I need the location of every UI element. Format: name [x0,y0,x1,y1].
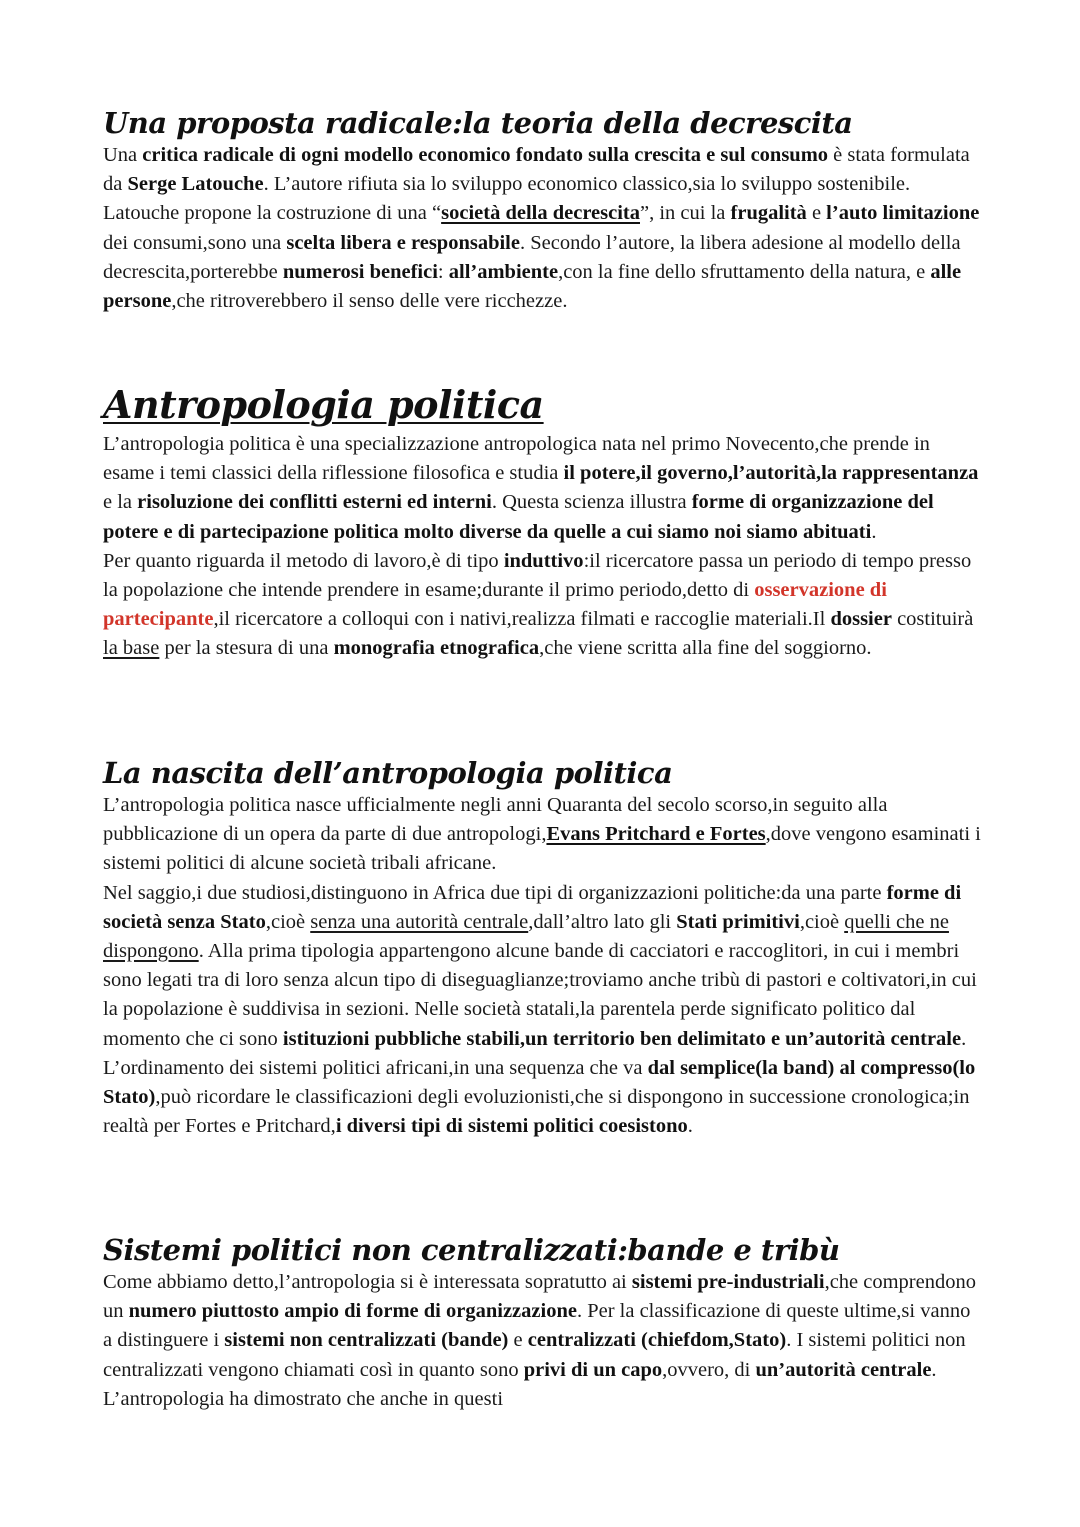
bold-term: sistemi non centralizzati (bande) [224,1329,509,1352]
bold-term: numerosi benefici [282,260,438,283]
text-run: ,ovvero, di [662,1358,756,1381]
heading-sistemi-non-centralizzati: Sistemi politici non centralizzati:bande e tribù [103,1233,840,1267]
text-run: Come abbiamo detto,l’antropologia si è interessata sopratutto ai [103,1271,632,1293]
text-run: dei consumi,sono una [103,231,287,254]
text-run: L’antropologia politica nasce ufficialmente negli anni Quaranta del secolo scorso,in seguito alla pubblicazione di un opera da parte di due antropologi, [103,794,888,846]
text-run: . Per la classificazione di queste ultime,si vanno a distinguere i [103,1300,971,1352]
bold-term: dal semplice(la band) al compresso(lo Stato) [103,1056,976,1109]
text-run: ,dove vengono esaminati i sistemi politici di alcune società tribali africane. [103,823,981,875]
bold-term: forme di organizzazione del potere e di partecipazione politica molto diverse da quelle a cui siamo noi siamo abituati [103,491,934,543]
paragraph [103,879,983,1054]
bold-term: frugalità [730,202,807,225]
text-run: senza una autorità centrale [310,910,529,933]
text-run: la base [103,637,160,660]
bold-term: società della decrescita [441,202,640,225]
text-run: ,cioè [265,910,311,933]
bold-term: privi di un capo [523,1358,663,1381]
text-run: L’antropologia politica è una specializzazione antropologica nata nel primo Novecento,che prende in esame i temi classici della riflessione filosofica e studia [103,433,930,485]
heading-nascita: La nascita dell’antropologia politica [103,756,673,790]
text-run: e [806,202,827,225]
text-run: L’ordinamento dei sistemi politici africani,in una sequenza che va [103,1056,648,1079]
text-run: . Alla prima tipologia appartengono alcune bande di cacciatori e raccoglitori, in cui i membri sono legati tra di loro senza alcun tipo di diseguaglianze;troviamo anche tribù di pastori e coltivatori,in cui la popolazione è suddivisa in sezioni. Nelle società statali,la parentela perde significato politico dal momento che ci sono [103,940,977,1050]
text-run: ”, in cui la [640,202,731,225]
highlighted-term: osservazione di partecipante [103,579,887,631]
text-run: : [437,260,449,283]
bold-term: induttivo [503,549,584,572]
paragraph [103,430,983,547]
text-run: Nel saggio,i due studiosi,distinguono in Africa due tipi di organizzazioni politiche:da una parte [103,881,887,904]
paragraph [103,1054,983,1142]
text-run: quelli che ne dispongono [103,910,949,963]
text-run: per la stesura di una [159,637,334,660]
text-run: . [871,520,877,543]
bold-term: alle persone [103,260,962,313]
bold-term: Stati primitivi [676,910,800,933]
text-run: ,che viene scritta alla fine del soggiorno. [539,637,872,660]
text-run: . L’autore rifiuta sia lo sviluppo economico classico,sia lo sviluppo sostenibile. Latouche propone la costruzione di una “ [103,173,911,225]
section-sistemi-non-centralizzati [103,1232,983,1414]
paragraph [103,1268,983,1414]
bold-term: Serge Latouche [127,173,264,196]
text-run: ,con la fine dello sfruttamento della natura, e [558,260,931,283]
text-run: Una [103,144,143,166]
section-nascita [103,755,983,1141]
bold-term: all’ambiente [448,260,559,283]
bold-term: centralizzati (chiefdom,Stato) [527,1329,787,1352]
section-body [103,141,983,316]
section-body [103,430,983,664]
bold-term: critica radicale di ogni modello economico fondato sulla crescita e sul consumo [142,144,829,166]
bold-term: un’autorità centrale [755,1358,932,1381]
text-run: :il ricercatore passa un periodo di tempo presso la popolazione che intende prendere in esame;durante il primo periodo,detto di [103,549,972,602]
text-run: e la [103,491,138,514]
bold-term: Evans Pritchard e Fortes [546,823,766,846]
text-run: ,il ricercatore a colloqui con i nativi,realizza filmati e raccoglie materiali.Il [213,608,831,631]
text-run: ,può ricordare le classificazioni degli evoluzionisti,che si dispongono in successione cronologica;in realtà per Fortes e Pritchard, [103,1086,970,1138]
bold-term: numero piuttosto ampio di forme di organizzazione [128,1300,577,1323]
text-run: . I sistemi politici non centralizzati vengono chiamati così in quanto sono [103,1329,966,1381]
bold-term: monografia etnografica [333,637,540,660]
text-run: e [508,1329,528,1352]
heading-decrescita: Una proposta radicale:la teoria della decrescita [103,106,853,140]
text-run: . [687,1115,693,1138]
text-run: . [961,1027,967,1050]
text-run: è stata formulata da [103,144,970,196]
bold-term: i diversi tipi di sistemi politici coesistono [335,1115,688,1138]
bold-term: l’auto limitazione [826,202,980,225]
text-run: . Questa scienza illustra [491,491,692,514]
text-run: ,dall’altro lato gli [528,910,677,933]
bold-term: dossier [830,608,892,631]
text-run: ,che comprendono un [103,1271,976,1323]
paragraph [103,791,983,879]
section-decrescita [103,105,983,316]
section-body [103,1268,983,1414]
bold-term: scelta libera e responsabile [286,231,520,254]
bold-term: il potere,il governo,l’autorità,la rappresentanza [563,462,979,485]
section-antropologia-politica [103,382,983,664]
text-run: Per quanto riguarda il metodo di lavoro,è di tipo [103,549,504,572]
bold-term: forme di società senza Stato [103,881,962,933]
paragraph [103,547,983,664]
bold-term: istituzioni pubbliche stabili,un territorio ben delimitato e un’autorità centrale [282,1027,962,1050]
bold-term: risoluzione dei conflitti esterni ed interni [137,491,492,514]
text-run: costituirà [891,608,974,631]
text-run: . Secondo l’autore, la libera adesione al modello della decrescita,porterebbe [103,231,961,283]
heading-antropologia-politica: Antropologia politica [103,382,544,427]
text-run: ,che ritroverebbero il senso delle vere ricchezze. [171,290,568,313]
text-run: ,cioè [799,910,845,933]
bold-term: sistemi pre-industriali [631,1271,825,1293]
paragraph [103,141,983,316]
text-run: . L’antropologia ha dimostrato che anche in questi [103,1358,937,1410]
section-body [103,791,983,1141]
